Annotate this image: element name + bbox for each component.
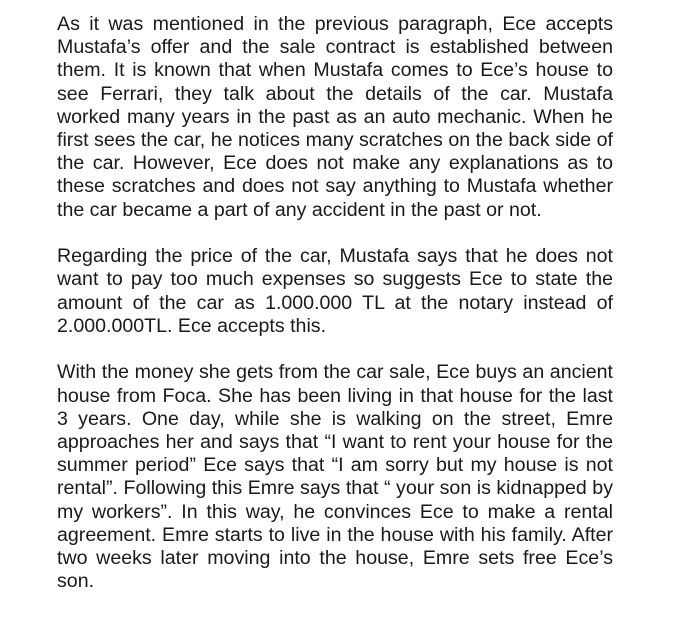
paragraph-contract: As it was mentioned in the previous paragraph, Ece accepts Mustafa’s offer and the sale contract is established between them. It is known that when Mustafa comes to Ece’s house to see Ferrari, they talk about the details of the car. Mustafa worked many years in the past as an auto mechanic. When he first sees the car, he notices many scratches on the back side of the car. However, Ece does not make any explanations as to these scratches and does not say anything to Mustafa whether the car became a part of any accident in the past or not. — [57, 13, 613, 221]
paragraph-house-rental: With the money she gets from the car sale, Ece buys an ancient house from Foca. She has been living in that house for the last 3 years. One day, while she is walking on the street, Emre approaches her and says that “I want to rent your house for the summer period” Ece says that “I am sorry but my house is not rental”. Following this Emre says that “ your son is kidnapped by my workers”. In this way, he convinces Ece to make a rental agreement. Emre starts to live in the house with his family. After two weeks later moving into the house, Emre sets free Ece’s son. — [57, 361, 613, 593]
paragraph-price: Regarding the price of the car, Mustafa says that he does not want to pay too much expenses so suggests Ece to state the amount of the car as 1.000.000 TL at the notary instead of 2.000.000TL. Ece accepts this. — [57, 245, 613, 337]
document-page — [57, 13, 613, 593]
